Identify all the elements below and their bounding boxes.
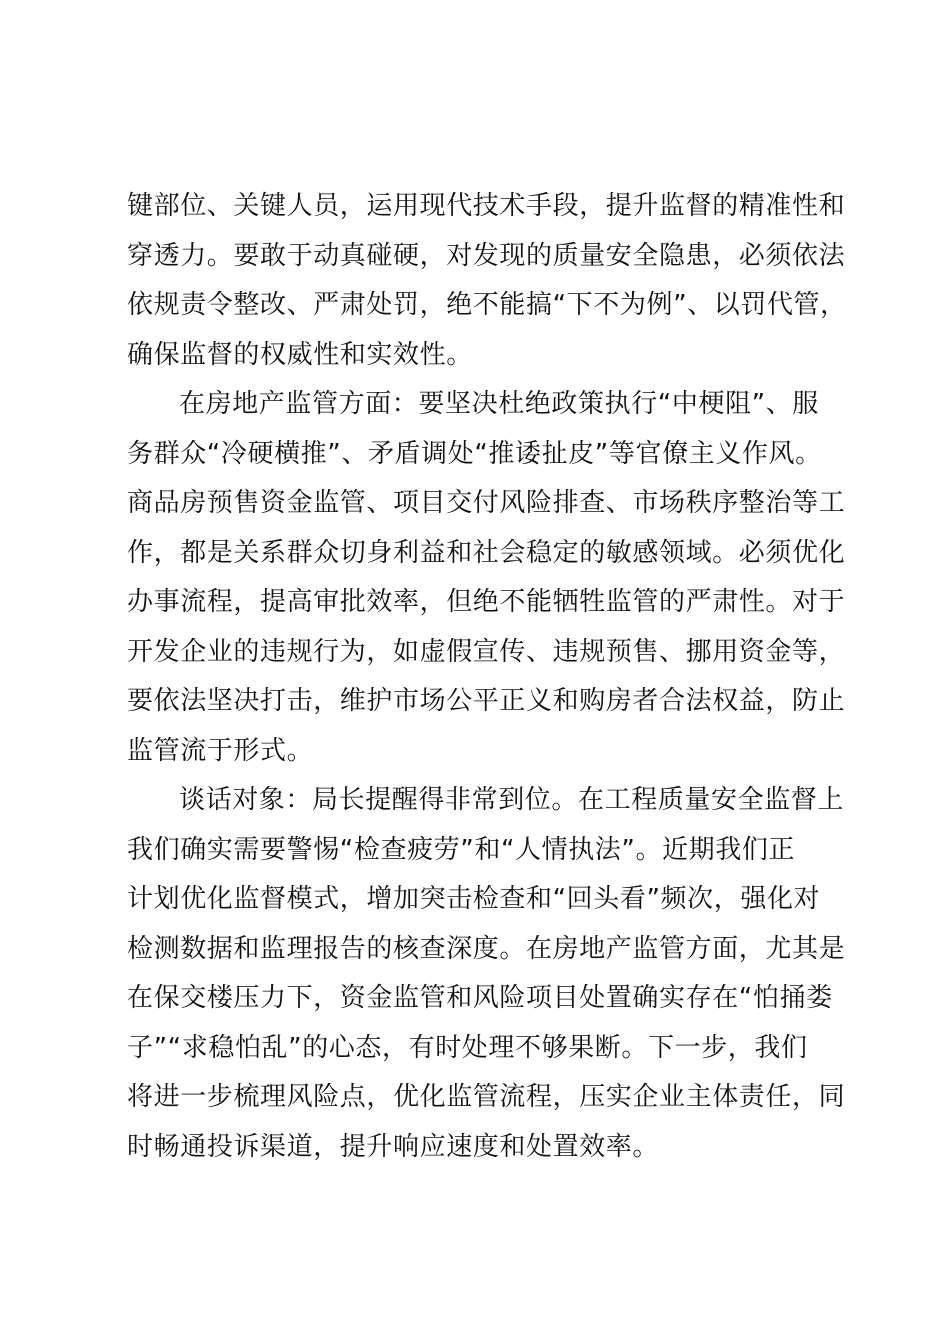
text-line: 计划优化监督模式，增加突击检查和“回头看”频次，强化对 [127,884,821,914]
text-line: 检测数据和监理报告的核查深度。在房地产监管方面，尤其是 [127,933,846,964]
text-line: 作，都是关系群众切身利益和社会稳定的敏感领域。必须优化 [127,537,846,568]
text-line: 依规责令整改、严肃处罚，绝不能搞“下不为例”、以罚代管， [127,290,847,320]
text-line: 务群众“冷硬横推”、矛盾调处“推诿扯皮”等官僚主义作风。 [127,438,822,469]
text-line: 在保交楼压力下，资金监管和风险项目处置确实存在“怕捅娄 [127,983,833,1013]
paragraph-2 [127,380,846,776]
text-line: 办事流程，提高审批效率，但绝不能牺牲监管的严肃性。对于 [127,587,846,617]
text-line: 商品房预售资金监管、项目交付风险排查、市场秩序整治等工 [127,488,846,518]
text-line: 开发企业的违规行为，如虚假宣传、违规预售、挪用资金等， [127,636,846,667]
text-line: 键部位、关键人员，运用现代技术手段，提升监督的精准性和 [127,191,846,221]
text-line: 要依法坚决打击，维护市场公平正义和购房者合法权益，防止 [127,686,846,716]
text-line: 时畅通投诉渠道，提升响应速度和处置效率。 [127,1131,660,1162]
text-line: 在房地产监管方面：要坚决杜绝政策执行“中梗阻”、服 [179,389,819,419]
text-line: 确保监督的权威性和实效性。 [127,339,473,370]
text-line: 监管流于形式。 [127,735,314,766]
text-line: 我们确实需要警惕“检查疲劳”和“人情执法”。近期我们正 [127,834,796,865]
paragraph-1 [127,182,847,380]
paragraph-3 [127,776,846,1172]
body-text [127,182,847,1172]
text-line: 子”“求稳怕乱”的心态，有时处理不够果断。下一步，我们 [127,1032,808,1063]
text-line: 穿透力。要敢于动真碰硬，对发现的质量安全隐患，必须依法 [127,240,846,271]
text-line: 将进一步梳理风险点，优化监管流程，压实企业主体责任，同 [127,1082,846,1112]
text-line: 谈话对象：局长提醒得非常到位。在工程质量安全监督上 [179,785,845,815]
